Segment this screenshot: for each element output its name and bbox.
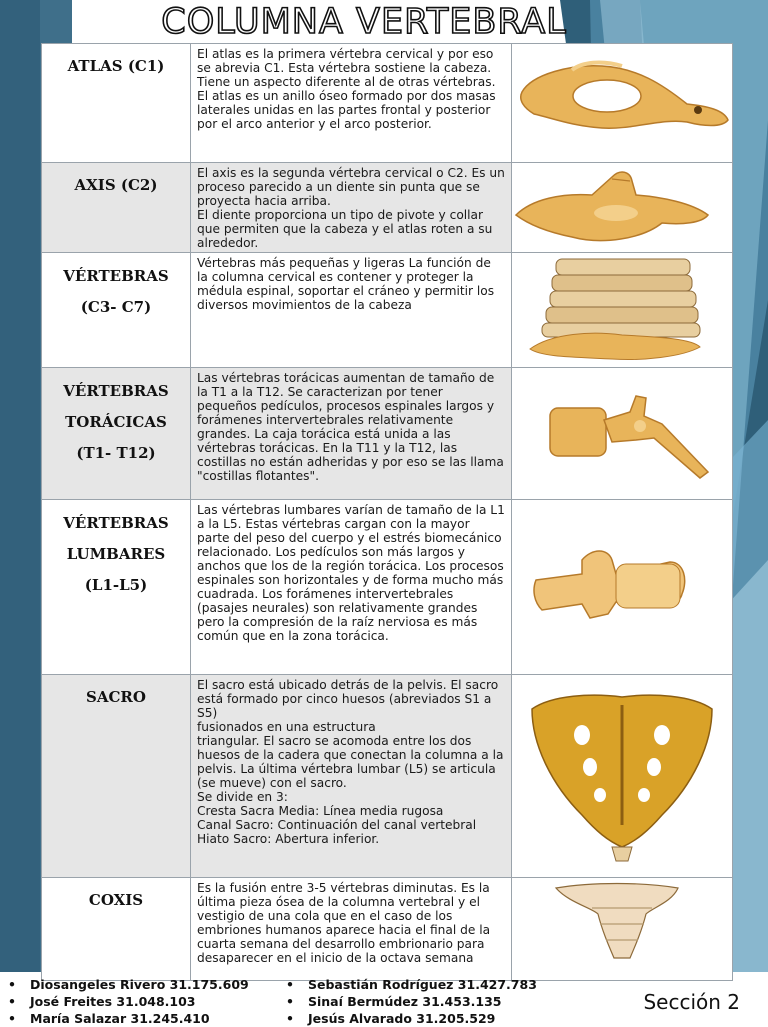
sacrum-illustration bbox=[512, 675, 732, 877]
description-cell bbox=[191, 253, 512, 368]
authors-list-left bbox=[8, 976, 249, 1027]
table-row-sacrum bbox=[42, 675, 733, 878]
name-cell bbox=[42, 44, 191, 163]
row-name-line-1: VÉRTEBRAS bbox=[63, 267, 169, 285]
table-row-coccyx bbox=[42, 878, 733, 981]
lumbar-vertebra-illustration bbox=[512, 500, 732, 674]
row-description: El sacro está ubicado detrás de la pelvis. El sacro está formado por cinco huesos (abreviados S1 a S5) fusionados en una estructura triangular. El sacro se acomoda entre los dos huesos de la cadera que conectan la columna a la pelvis. La última vértebra lumbar (L5) se articula (se mueve) con el sacro. Se divide en 3: Cresta Sacra Media: Línea media rugosa Canal Sacro: Continuación del canal vertebral Hiato Sacro: Abertura inferior. bbox=[197, 678, 504, 846]
row-description: Es la fusión entre 3-5 vértebras diminutas. Es la última pieza ósea de la columna vertebral y el vestigio de una cola que en el caso de los embriones humanos aparece hacia el final de la cuarta semana del desarrollo embrionario para desaparecer en el inicio de la octava semana bbox=[197, 881, 491, 965]
image-cell bbox=[512, 500, 733, 675]
description-cell bbox=[191, 163, 512, 253]
row-description: Las vértebras lumbares varían de tamaño de la L1 a la L5. Estas vértebras cargan con la mayor parte del peso del cuerpo y el estrés biomecánico relacionado. Los pedículos son más largos y anchos que los de la región torácica. Los procesos espinales son horizontales y de forma mucho más cuadrada. Los forámenes intervertebrales (pasajes neurales) son relativamente grandes pero la compresión de la raíz nerviosa es más común que en la zona torácica. bbox=[197, 503, 505, 643]
author-item: • Jesús Alvarado 31.205.529 bbox=[286, 1010, 537, 1027]
row-name-line-2: TORÁCICAS bbox=[65, 413, 167, 431]
description-cell bbox=[191, 878, 512, 981]
author-item: • María Salazar 31.245.410 bbox=[8, 1010, 249, 1027]
description-cell bbox=[191, 675, 512, 878]
name-cell bbox=[42, 500, 191, 675]
description-cell bbox=[191, 368, 512, 500]
row-name: AXIS (C2) bbox=[74, 176, 158, 194]
row-name-line-3: (L1-L5) bbox=[84, 576, 148, 594]
coccyx-illustration bbox=[512, 878, 732, 980]
name-cell bbox=[42, 368, 191, 500]
spine-table bbox=[41, 43, 733, 981]
row-description: El axis es la segunda vértebra cervical o C2. Es un proceso parecido a un diente sin punta que se proyecta hacia arriba. El diente proporciona un tipo de pivote y collar que permiten que la cabeza y el atlas roten a su alrededor. bbox=[197, 166, 505, 250]
author-item: • Sebastián Rodríguez 31.427.783 bbox=[286, 976, 537, 993]
section-label: Sección 2 bbox=[643, 990, 740, 1014]
row-description: Las vértebras torácicas aumentan de tamaño de la T1 a la T12. Se caracterizan por tener pequeños pedículos, procesos espinales largos y forámenes intervertebrales relativamente grandes. La caja torácica está unida a las vértebras torácicas. En la T11 y la T12, las costillas no están adheridas y por eso se las llama "costillas flotantes". bbox=[197, 371, 504, 483]
image-cell bbox=[512, 44, 733, 163]
name-cell bbox=[42, 163, 191, 253]
row-description: El atlas es la primera vértebra cervical y por eso se abrevia C1. Esta vértebra sostiene la cabeza. Tiene un aspecto diferente al de otras vértebras. El atlas es un anillo óseo formado por dos masas laterales unidas en las partes frontal y posterior por el arco anterior y el arco posterior. bbox=[197, 47, 496, 131]
description-cell bbox=[191, 44, 512, 163]
table-row-cervical bbox=[42, 253, 733, 368]
name-cell bbox=[42, 878, 191, 981]
name-cell bbox=[42, 253, 191, 368]
thoracic-vertebra-illustration bbox=[512, 368, 732, 499]
author-item: • Diosangeles Rivero 31.175.609 bbox=[8, 976, 249, 993]
page-title: COLUMNA VERTEBRAL bbox=[161, 2, 567, 42]
table-row-axis bbox=[42, 163, 733, 253]
image-cell bbox=[512, 163, 733, 253]
axis-vertebra-illustration bbox=[512, 163, 732, 252]
table-row-atlas bbox=[42, 44, 733, 163]
row-name-line-2: (C3- C7) bbox=[80, 298, 152, 316]
description-cell bbox=[191, 500, 512, 675]
table-row-lumbar bbox=[42, 500, 733, 675]
row-name: ATLAS (C1) bbox=[67, 57, 165, 75]
image-cell bbox=[512, 253, 733, 368]
row-name-line-3: (T1- T12) bbox=[76, 444, 156, 462]
atlas-vertebra-illustration bbox=[512, 44, 732, 162]
row-name: SACRO bbox=[86, 688, 146, 706]
name-cell bbox=[42, 675, 191, 878]
row-name-line-1: VÉRTEBRAS bbox=[63, 514, 169, 532]
row-name: COXIS bbox=[88, 891, 144, 909]
image-cell bbox=[512, 368, 733, 500]
author-item: • Sinaí Bermúdez 31.453.135 bbox=[286, 993, 537, 1010]
image-cell bbox=[512, 675, 733, 878]
author-item: • José Freites 31.048.103 bbox=[8, 993, 249, 1010]
row-name-line-1: VÉRTEBRAS bbox=[63, 382, 169, 400]
table-row-thoracic bbox=[42, 368, 733, 500]
cervical-vertebrae-illustration bbox=[512, 253, 732, 367]
image-cell bbox=[512, 878, 733, 981]
row-description: Vértebras más pequeñas y ligeras La función de la columna cervical es contener y proteger la médula espinal, soportar el cráneo y permitir los diversos movimientos de la cabeza bbox=[197, 256, 495, 312]
row-name-line-2: LUMBARES bbox=[66, 545, 166, 563]
authors-list-right bbox=[286, 976, 537, 1027]
